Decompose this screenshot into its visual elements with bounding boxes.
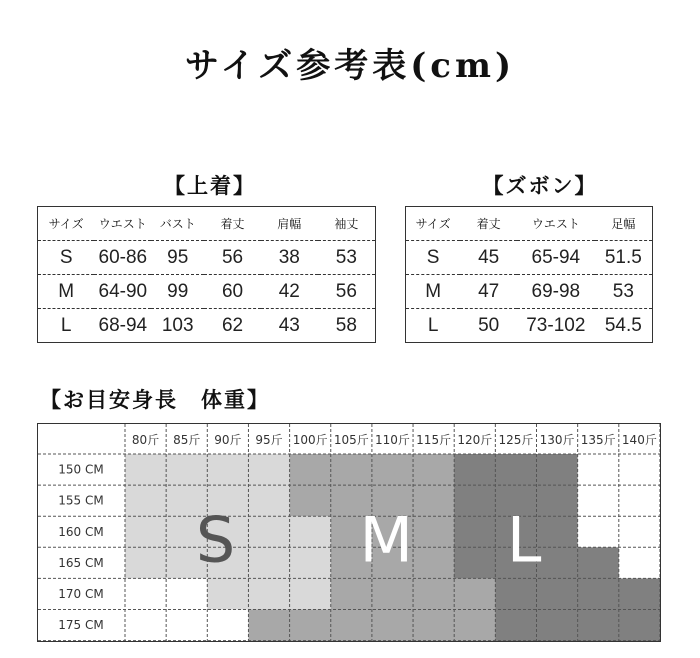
header-cell: 肩幅 bbox=[261, 207, 318, 241]
header-cell: 足幅 bbox=[595, 207, 653, 241]
grid-cell bbox=[454, 610, 496, 642]
grid-cell bbox=[454, 578, 496, 610]
grid-cell bbox=[331, 454, 373, 486]
height-label: 155 CM bbox=[58, 493, 104, 508]
table-cell: S bbox=[38, 241, 95, 275]
grid-cell bbox=[537, 485, 579, 517]
table-cell: S bbox=[406, 241, 461, 275]
grid-cell bbox=[166, 578, 208, 610]
table-cell: 64-90 bbox=[94, 275, 151, 309]
pants-size-table bbox=[405, 206, 653, 343]
size-guide-chart bbox=[38, 424, 660, 641]
size-letter-s: S bbox=[195, 503, 236, 577]
grid-cell bbox=[290, 610, 332, 642]
pants-table-title: 【ズボン】 bbox=[482, 173, 598, 198]
table-cell: 42 bbox=[261, 275, 318, 309]
grid-cell bbox=[454, 516, 496, 548]
table-cell: 38 bbox=[261, 241, 318, 275]
grid-cell bbox=[537, 454, 579, 486]
header-cell: サイズ bbox=[406, 207, 461, 241]
grid-cell bbox=[125, 610, 167, 642]
grid-cell bbox=[125, 516, 167, 548]
top-size-table bbox=[37, 206, 376, 343]
header-cell: ウエスト bbox=[94, 207, 151, 241]
grid-cell bbox=[125, 454, 167, 486]
size-letter-m: M bbox=[359, 503, 414, 577]
table-cell: M bbox=[38, 275, 95, 309]
header-cell: 袖丈 bbox=[318, 207, 376, 241]
weight-label: 95斤 bbox=[255, 433, 283, 447]
table-row bbox=[406, 309, 653, 343]
table-header-row bbox=[406, 207, 653, 241]
table-cell: 73-102 bbox=[526, 314, 586, 336]
weight-label: 135斤 bbox=[580, 433, 616, 447]
header-cell: 着丈 bbox=[204, 207, 261, 241]
weight-label: 140斤 bbox=[621, 433, 657, 447]
grid-cell bbox=[537, 610, 579, 642]
table-cell: 56 bbox=[318, 275, 376, 309]
grid-cell bbox=[578, 547, 620, 579]
grid-cell bbox=[578, 516, 620, 548]
page-title: サイズ参考表(cm) bbox=[184, 46, 516, 86]
table-cell: 62 bbox=[221, 314, 244, 336]
grid-cell bbox=[413, 485, 455, 517]
weight-label: 130斤 bbox=[539, 433, 575, 447]
grid-cell bbox=[290, 454, 332, 486]
grid-cell bbox=[619, 547, 660, 579]
grid-cell bbox=[207, 610, 249, 642]
top-table-title: 【上着】 bbox=[164, 173, 256, 198]
table-row bbox=[38, 275, 376, 309]
grid-cell bbox=[619, 578, 660, 610]
grid-cell bbox=[207, 454, 249, 486]
grid-cell bbox=[290, 516, 332, 548]
grid-cell bbox=[331, 578, 373, 610]
grid-cell bbox=[372, 578, 414, 610]
table-cell: 60 bbox=[204, 275, 261, 309]
table-cell: 69-98 bbox=[517, 275, 595, 309]
table-cell: 54.5 bbox=[604, 314, 642, 336]
grid-cell bbox=[619, 610, 660, 642]
grid-cell bbox=[166, 610, 208, 642]
table-row bbox=[38, 241, 376, 275]
grid-cell bbox=[578, 485, 620, 517]
size-guide-title: 【お目安身長 体重】 bbox=[40, 387, 270, 412]
table-cell: 103 bbox=[161, 314, 194, 336]
table-cell: 60-86 bbox=[94, 241, 151, 275]
grid-cell bbox=[495, 454, 537, 486]
grid-cell bbox=[619, 485, 660, 517]
weight-label: 125斤 bbox=[498, 433, 534, 447]
height-label: 175 CM bbox=[58, 618, 104, 633]
header-cell: 着丈 bbox=[460, 207, 517, 241]
weight-label: 100斤 bbox=[292, 433, 328, 447]
table-cell: 99 bbox=[151, 275, 204, 309]
grid-cell bbox=[495, 610, 537, 642]
grid-cell bbox=[413, 516, 455, 548]
grid-cell bbox=[495, 578, 537, 610]
weight-label: 90斤 bbox=[214, 433, 242, 447]
table-cell: 56 bbox=[204, 241, 261, 275]
grid-cell bbox=[331, 610, 373, 642]
table-cell: 53 bbox=[318, 241, 376, 275]
weight-label: 115斤 bbox=[416, 433, 452, 447]
grid-cell bbox=[290, 485, 332, 517]
grid-cell bbox=[413, 610, 455, 642]
grid-cell bbox=[578, 610, 620, 642]
table-cell: L bbox=[427, 314, 439, 336]
grid-cell bbox=[454, 485, 496, 517]
table-row bbox=[38, 309, 376, 343]
grid-cell bbox=[125, 547, 167, 579]
grid-cell bbox=[248, 547, 290, 579]
table-cell: 47 bbox=[460, 275, 517, 309]
header-cell: バスト bbox=[151, 207, 204, 241]
grid-cell bbox=[166, 454, 208, 486]
grid-cell bbox=[578, 578, 620, 610]
grid-cell bbox=[454, 547, 496, 579]
header-cell: ウエスト bbox=[517, 207, 595, 241]
grid-cell bbox=[619, 516, 660, 548]
table-cell: 95 bbox=[151, 241, 204, 275]
grid-cell bbox=[413, 578, 455, 610]
grid-cell bbox=[207, 578, 249, 610]
table-cell: 65-94 bbox=[517, 241, 595, 275]
weight-label: 105斤 bbox=[333, 433, 369, 447]
table-cell: 45 bbox=[460, 241, 517, 275]
table-cell: 51.5 bbox=[595, 241, 653, 275]
grid-cell bbox=[537, 516, 579, 548]
grid-cell bbox=[290, 578, 332, 610]
height-label: 150 CM bbox=[58, 462, 104, 477]
grid-cell bbox=[248, 516, 290, 548]
grid-cell bbox=[290, 547, 332, 579]
table-cell: M bbox=[406, 275, 461, 309]
weight-label: 110斤 bbox=[375, 433, 410, 447]
grid-cell bbox=[413, 547, 455, 579]
table-cell: L bbox=[60, 314, 72, 336]
height-label: 170 CM bbox=[58, 586, 104, 601]
grid-cell bbox=[537, 578, 579, 610]
grid-cell bbox=[537, 547, 579, 579]
weight-label: 120斤 bbox=[457, 433, 493, 447]
table-cell: 68-94 bbox=[98, 314, 148, 336]
grid-cell bbox=[372, 454, 414, 486]
grid-cell bbox=[248, 454, 290, 486]
table-row bbox=[406, 275, 653, 309]
height-weight-grid bbox=[37, 423, 661, 642]
grid-cell bbox=[413, 454, 455, 486]
grid-cell bbox=[248, 485, 290, 517]
grid-cell bbox=[372, 610, 414, 642]
weight-label: 80斤 bbox=[131, 433, 160, 447]
table-cell: 43 bbox=[278, 314, 300, 336]
grid-cell bbox=[125, 485, 167, 517]
table-header-row bbox=[38, 207, 376, 241]
grid-cell bbox=[619, 454, 660, 486]
table-cell: 58 bbox=[335, 314, 357, 336]
height-label: 165 CM bbox=[58, 555, 104, 570]
table-cell: 50 bbox=[478, 314, 500, 336]
size-letter-l: L bbox=[506, 503, 542, 577]
grid-cell bbox=[248, 578, 290, 610]
table-cell: 53 bbox=[595, 275, 653, 309]
table-row bbox=[406, 241, 653, 275]
weight-label: 85斤 bbox=[173, 433, 201, 447]
grid-cell bbox=[125, 578, 167, 610]
grid-cell bbox=[248, 610, 290, 642]
header-cell: サイズ bbox=[38, 207, 95, 241]
grid-cell bbox=[578, 454, 620, 486]
grid-cell bbox=[454, 454, 496, 486]
height-label: 160 CM bbox=[58, 524, 104, 539]
